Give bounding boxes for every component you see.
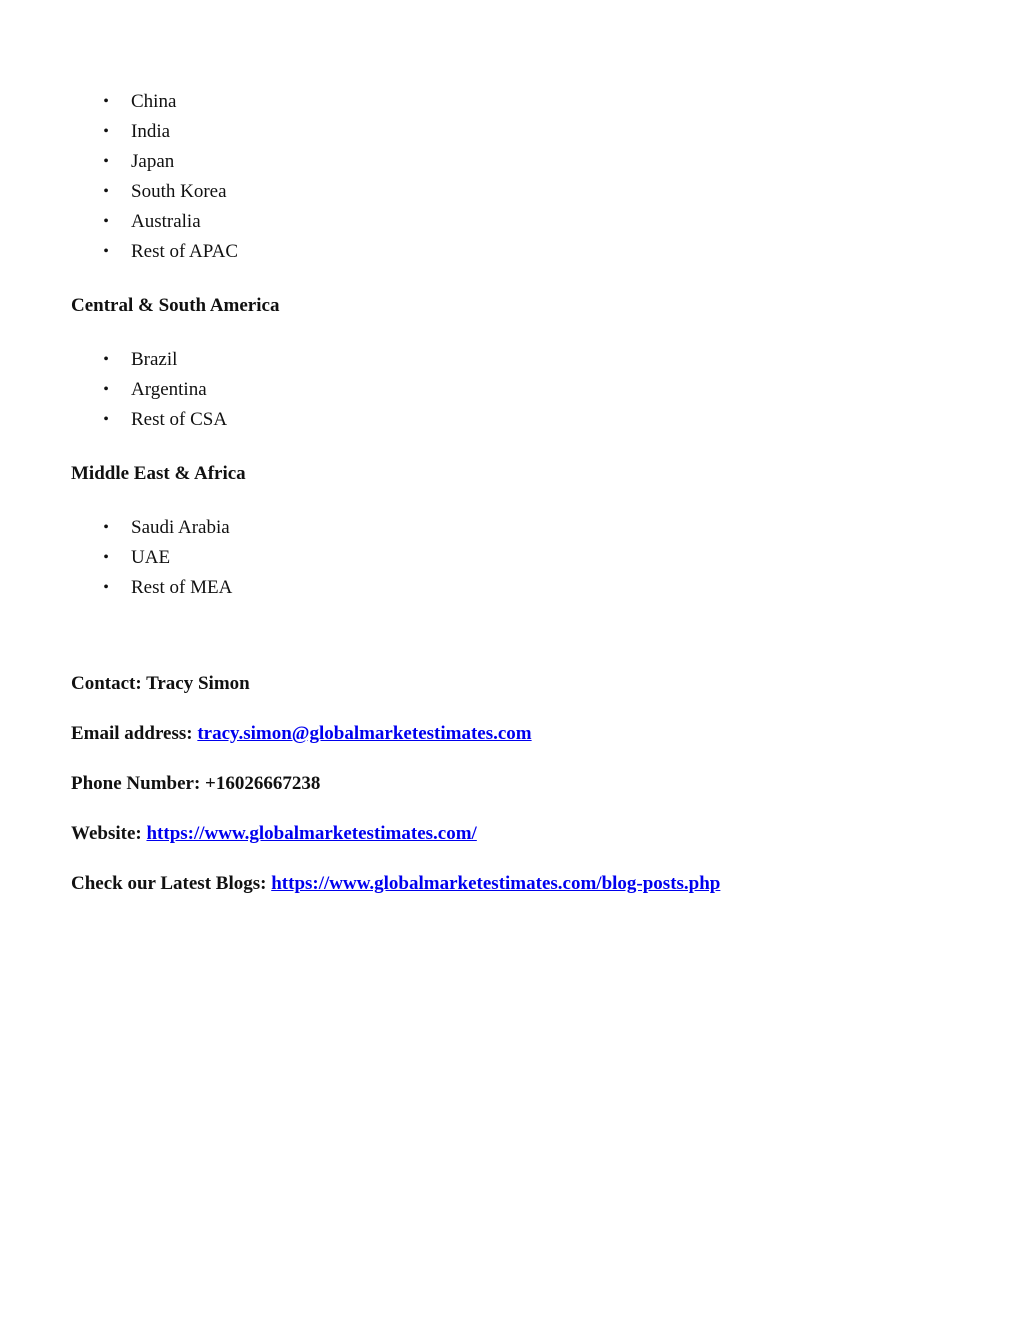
list-item xyxy=(0,573,900,603)
bullet-icon: • xyxy=(103,93,109,110)
list-item xyxy=(0,345,900,375)
list-item xyxy=(0,87,900,117)
csa-country-list xyxy=(0,345,900,435)
list-item-label: Japan xyxy=(131,151,175,172)
list-item-label: Brazil xyxy=(131,349,178,370)
email-label: Email address: xyxy=(71,723,198,744)
list-item-label: China xyxy=(131,91,177,112)
csa-heading: Central & South America xyxy=(71,295,280,316)
phone-number: Phone Number: +16026667238 xyxy=(71,773,321,794)
list-item xyxy=(0,237,900,267)
list-item-label: Rest of MEA xyxy=(131,577,233,598)
bullet-icon: • xyxy=(103,213,109,230)
list-item-label: Saudi Arabia xyxy=(131,517,230,538)
list-item xyxy=(0,147,900,177)
apac-country-list xyxy=(0,87,900,267)
website-link[interactable]: https://www.globalmarketestimates.com/ xyxy=(146,823,477,844)
email-link[interactable]: tracy.simon@globalmarketestimates.com xyxy=(197,723,532,744)
bullet-icon: • xyxy=(103,153,109,170)
bullet-icon: • xyxy=(103,579,109,596)
contact-name: Contact: Tracy Simon xyxy=(71,673,250,694)
website-line xyxy=(71,821,477,847)
list-item xyxy=(0,117,900,147)
list-item-label: Argentina xyxy=(131,379,207,400)
list-item xyxy=(0,405,900,435)
list-item xyxy=(0,207,900,237)
bullet-icon: • xyxy=(103,183,109,200)
website-label: Website: xyxy=(71,823,147,844)
email-line xyxy=(71,721,532,747)
bullet-icon: • xyxy=(103,123,109,140)
bullet-icon: • xyxy=(103,351,109,368)
list-item-label: UAE xyxy=(131,547,171,568)
blogs-link[interactable]: https://www.globalmarketestimates.com/blog-posts.php xyxy=(271,873,721,894)
list-item-label: Australia xyxy=(131,211,201,232)
list-item-label: India xyxy=(131,121,171,142)
list-item xyxy=(0,543,900,573)
bullet-icon: • xyxy=(103,411,109,428)
bullet-icon: • xyxy=(103,381,109,398)
list-item xyxy=(0,513,900,543)
mea-country-list xyxy=(0,513,900,603)
list-item-label: South Korea xyxy=(131,181,227,202)
bullet-icon: • xyxy=(103,519,109,536)
mea-heading: Middle East & Africa xyxy=(71,463,246,484)
list-item-label: Rest of APAC xyxy=(131,241,238,262)
bullet-icon: • xyxy=(103,549,109,566)
blogs-label: Check our Latest Blogs: xyxy=(71,873,272,894)
list-item-label: Rest of CSA xyxy=(131,409,228,430)
blogs-line xyxy=(71,871,720,897)
list-item xyxy=(0,177,900,207)
list-item xyxy=(0,375,900,405)
bullet-icon: • xyxy=(103,243,109,260)
